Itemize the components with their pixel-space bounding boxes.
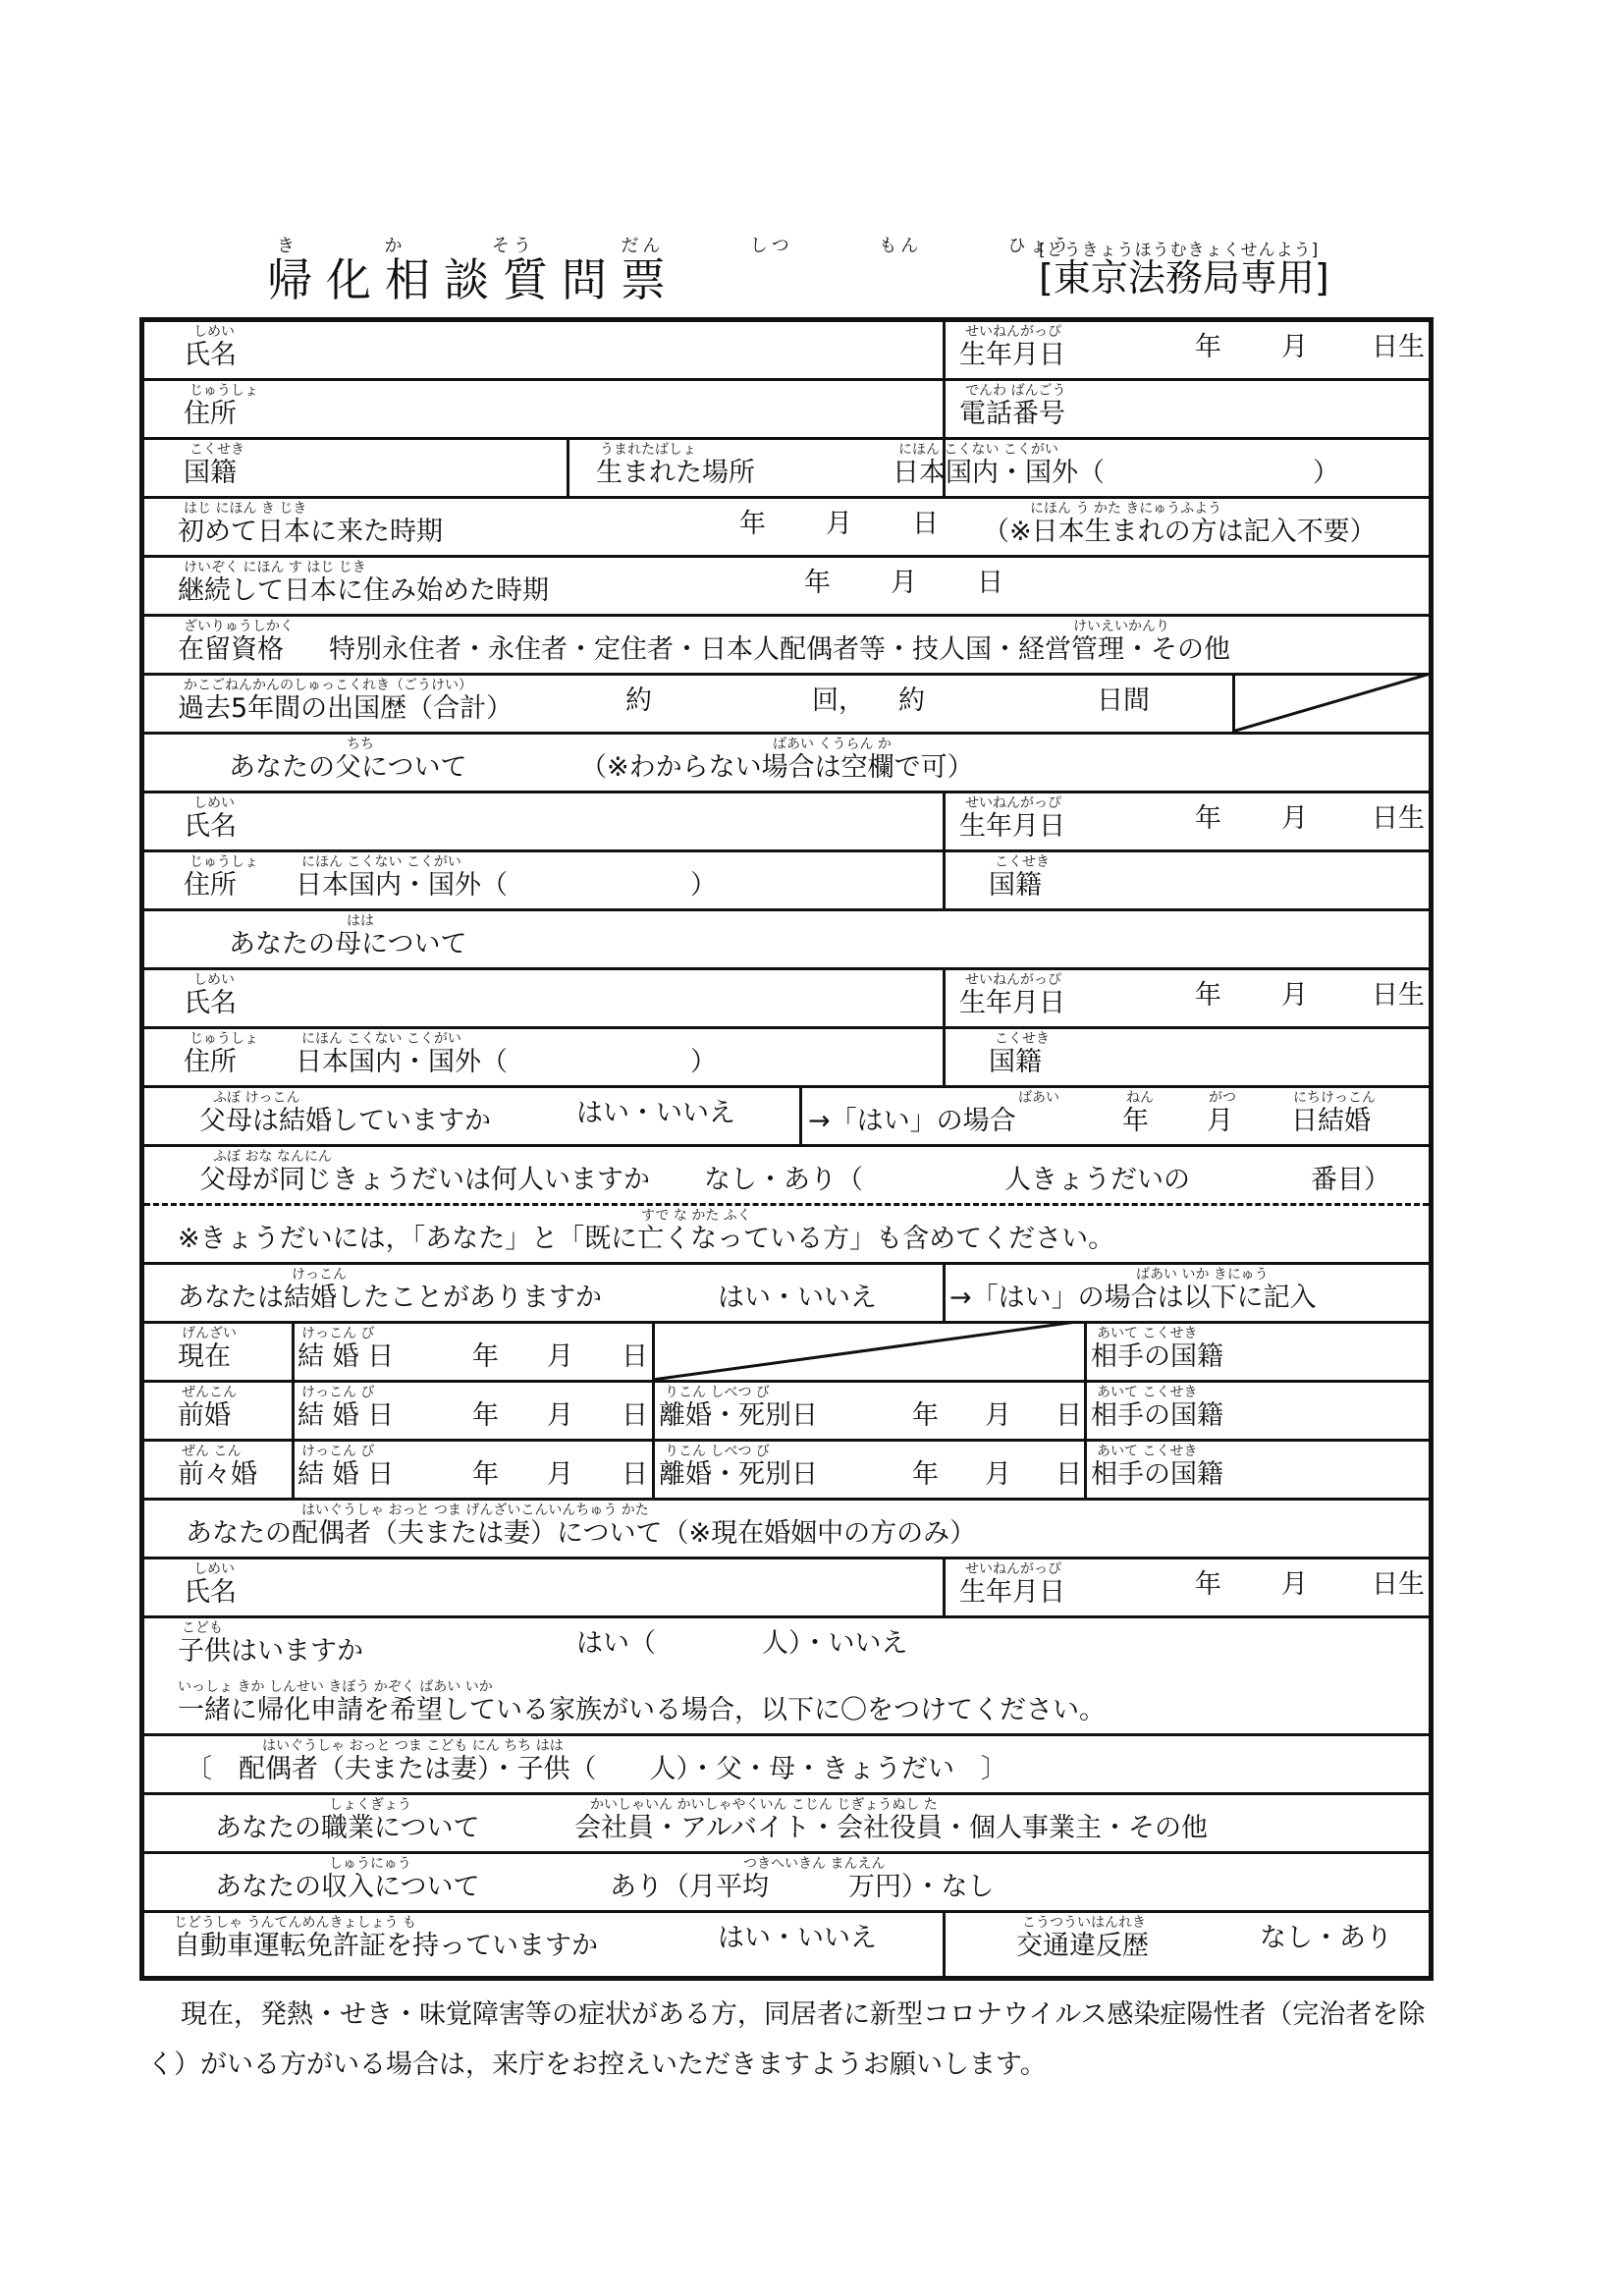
year-unit: 年 xyxy=(472,1459,499,1490)
ruby: しめい xyxy=(193,972,235,988)
year-unit: 年 xyxy=(804,568,831,598)
siblings-note: ※きょうだいには，「あなた」と「既に亡くなっている方」も含めてください。 xyxy=(178,1224,1115,1254)
dashed-divider xyxy=(144,1203,1429,1206)
month-unit: 月 xyxy=(985,1459,1011,1490)
ruby: じゅうしょ xyxy=(189,383,258,399)
license-label: 自動車運転免許証を持っていますか xyxy=(174,1931,598,1961)
year-unit: 年 xyxy=(912,1459,939,1490)
first-arrival-label: 初めて日本に来た時期 xyxy=(178,517,443,547)
marriage-row-label: 前々婚 xyxy=(178,1459,257,1490)
divorce-date-label: 離婚・死別日 xyxy=(659,1459,818,1490)
income-answer: あり（月平均 万円）・なし xyxy=(610,1872,995,1902)
siblings-options: なし・あり（ xyxy=(704,1165,863,1195)
ruby: じゅうしょ xyxy=(189,854,258,870)
month-unit: 月 xyxy=(985,1400,1011,1431)
ruby: ばあい くうらん か xyxy=(773,737,892,752)
day-unit: 日 xyxy=(977,568,1003,598)
ruby: りこん しべつ び xyxy=(665,1444,770,1459)
ruby: ふぼ おな なんにん xyxy=(213,1149,332,1165)
page-title: 帰化相談質問票 xyxy=(267,253,679,306)
ruby: かいしゃいん かいしゃやくいん こじん じぎょうぬし た xyxy=(590,1797,938,1813)
ruby: にほん う かた きにゅうふよう xyxy=(1030,501,1222,517)
if-yes-label: →「はい」の場合 xyxy=(808,1106,1016,1136)
status-label: 在留資格 xyxy=(178,634,284,665)
born-in-japan-note: （※日本生まれの方は記入不要） xyxy=(983,517,1377,547)
ruby: はは xyxy=(347,913,374,929)
partner-nationality-label: 相手の国籍 xyxy=(1091,1459,1223,1490)
row-divider xyxy=(144,1085,1429,1088)
col-divider xyxy=(943,1557,946,1615)
ruby: いっしょ きか しんせい きぼう かぞく ばあい いか xyxy=(178,1679,493,1695)
month-unit: 月 xyxy=(547,1400,573,1431)
ruby: はいぐうしゃ おっと つま こども にん ちち はは xyxy=(262,1738,564,1754)
year-unit: 年 xyxy=(1122,1106,1149,1136)
row-divider xyxy=(144,1439,1429,1442)
ruby: けっこん び xyxy=(301,1444,375,1459)
times-unit: 回， xyxy=(812,685,865,716)
siblings-count-suffix: 人きょうだいの xyxy=(1004,1165,1190,1195)
ruby: にちけっこん xyxy=(1293,1090,1376,1106)
father-section-label: あなたの父について xyxy=(229,752,467,783)
month-unit: 月 xyxy=(547,1459,573,1490)
day-unit: 日 xyxy=(912,509,939,539)
violations-options: なし・あり xyxy=(1260,1923,1392,1953)
row-divider xyxy=(144,1262,1429,1265)
year-unit: 年 xyxy=(912,1400,939,1431)
col-divider xyxy=(567,437,569,496)
spouse-name-label: 氏名 xyxy=(184,1577,237,1608)
ruby: あいて こくせき xyxy=(1097,1385,1198,1400)
day-born-unit: 日生 xyxy=(1372,980,1425,1011)
row-divider xyxy=(144,732,1429,735)
row-divider xyxy=(144,1380,1429,1383)
domestic-abroad-option: 日本国内・国外（ xyxy=(296,1047,508,1077)
consultation-form xyxy=(139,317,1434,1981)
ruby: ぜんこん xyxy=(182,1385,237,1400)
row-divider xyxy=(144,1792,1429,1795)
family-apply-instruction: 一緒に帰化申請を希望している家族がいる場合，以下に〇をつけてください。 xyxy=(178,1695,1106,1725)
ruby: でんわ ばんごう xyxy=(965,383,1066,399)
day-born-unit: 日生 xyxy=(1372,332,1425,362)
ruby: しゅうにゅう xyxy=(329,1856,411,1872)
day-unit: 日 xyxy=(622,1400,648,1431)
ruby: ばあい いか きにゅう xyxy=(1136,1267,1269,1283)
ruby: つきへいきん まんえん xyxy=(743,1856,886,1872)
col-divider xyxy=(292,1321,295,1498)
paren-close: ） xyxy=(690,870,717,901)
month-unit: 月 xyxy=(1281,803,1308,834)
year-unit: 年 xyxy=(472,1400,499,1431)
row-divider xyxy=(144,1026,1429,1029)
parents-married-yes-no: はい・いいえ xyxy=(576,1098,735,1128)
strike-diagonal xyxy=(652,1321,1084,1380)
mother-address-label: 住所 xyxy=(184,1047,237,1077)
ruby: にほん こくない こくがい xyxy=(301,854,461,870)
partner-nationality-label: 相手の国籍 xyxy=(1091,1341,1223,1372)
birthplace-label: 生まれた場所 xyxy=(596,458,755,488)
ruby: げんざい xyxy=(182,1326,237,1341)
row-divider xyxy=(144,1733,1429,1736)
month-unit: 月 xyxy=(1281,1569,1308,1600)
ruby: がつ xyxy=(1209,1090,1236,1106)
ruby: ばあい xyxy=(1018,1090,1059,1106)
marriage-row-label: 前婚 xyxy=(178,1400,231,1431)
row-divider xyxy=(144,908,1429,911)
month-unit: 月 xyxy=(826,509,852,539)
married-if-yes-label: →「はい」の場合は以下に記入 xyxy=(949,1283,1317,1313)
occupation-options: 会社員・アルバイト・会社役員・個人事業主・その他 xyxy=(574,1813,1209,1843)
ruby: せいねんがっぴ xyxy=(965,324,1061,340)
month-unit: 月 xyxy=(1281,332,1308,362)
col-divider xyxy=(943,967,946,1085)
row-divider xyxy=(144,437,1429,440)
ruby: こくせき xyxy=(995,1031,1050,1047)
ruby: こくせき xyxy=(189,442,244,458)
row-divider xyxy=(144,967,1429,970)
ruby: こくせき xyxy=(995,854,1050,870)
col-divider xyxy=(943,849,946,908)
siblings-rank-suffix: 番目） xyxy=(1311,1165,1390,1195)
ruby: じゅうしょ xyxy=(189,1031,258,1047)
col-divider xyxy=(943,1910,946,1979)
about-unit: 約 xyxy=(625,685,652,716)
col-divider xyxy=(943,791,946,849)
row-divider xyxy=(144,1498,1429,1501)
dob-label: 生年月日 xyxy=(959,340,1065,370)
father-name-label: 氏名 xyxy=(184,811,237,842)
mother-section-label: あなたの母について xyxy=(229,929,467,959)
address-label: 住所 xyxy=(184,399,237,429)
row-divider xyxy=(144,1144,1429,1147)
ruby: あいて こくせき xyxy=(1097,1326,1198,1341)
paren-close: ） xyxy=(1313,458,1339,488)
ruby: あいて こくせき xyxy=(1097,1444,1198,1459)
ruby: にほん こくない こくがい xyxy=(301,1031,461,1047)
married-yes-no: はい・いいえ xyxy=(718,1283,877,1313)
married-question-label: あなたは結婚したことがありますか xyxy=(178,1283,602,1313)
income-label: あなたの収入について xyxy=(215,1872,480,1902)
ruby: しめい xyxy=(193,795,235,811)
ruby: けいぞく にほん す はじ じき xyxy=(184,560,366,575)
ruby: しめい xyxy=(193,324,235,340)
month-unit: 月 xyxy=(547,1341,573,1372)
col-divider xyxy=(1084,1321,1087,1498)
days-unit: 日間 xyxy=(1097,685,1150,716)
month-unit: 月 xyxy=(1207,1106,1233,1136)
marriage-date-label: 結 婚 日 xyxy=(298,1341,395,1372)
year-unit: 年 xyxy=(1195,1569,1221,1600)
family-apply-options: 〔 配偶者（夫または妻）・子供（ 人）・父・母・きょうだい 〕 xyxy=(186,1754,1007,1784)
office-ruby: [とうきょうほうむきょくせんよう] xyxy=(1039,241,1320,260)
ruby: けっこん び xyxy=(301,1326,375,1341)
dob-label: 生年月日 xyxy=(959,988,1065,1018)
day-unit: 日 xyxy=(622,1341,648,1372)
day-unit: 日 xyxy=(1056,1459,1082,1490)
ruby: はじ にほん き じき xyxy=(184,501,307,517)
ruby: しょくぎょう xyxy=(329,1797,411,1813)
ruby: ちち xyxy=(347,737,374,752)
ruby: うまれたばしょ xyxy=(600,442,696,458)
children-label: 子供はいますか xyxy=(178,1636,363,1667)
day-born-unit: 日生 xyxy=(1372,803,1425,834)
ruby: せいねんがっぴ xyxy=(965,1561,1061,1577)
ruby: けっこん xyxy=(292,1267,347,1283)
partner-nationality-label: 相手の国籍 xyxy=(1091,1400,1223,1431)
row-divider xyxy=(144,614,1429,617)
ruby: けっこん び xyxy=(301,1385,375,1400)
row-divider xyxy=(144,849,1429,852)
domestic-abroad-option: 日本国内・国外（ xyxy=(296,870,508,901)
status-options: 特別永住者・永住者・定住者・日本人配偶者等・技人国・経営管理・その他 xyxy=(329,634,1230,665)
ruby: こども xyxy=(182,1620,223,1636)
spouse-section-label: あなたの配偶者（夫または妻）について（※現在婚姻中の方のみ） xyxy=(186,1518,977,1549)
ruby: すで な かた ふく xyxy=(641,1208,751,1224)
year-unit: 年 xyxy=(472,1341,499,1372)
row-divider xyxy=(144,1557,1429,1559)
ruby: りこん しべつ び xyxy=(665,1385,770,1400)
ruby: こうつういはんれき xyxy=(1022,1915,1146,1931)
dob-label: 生年月日 xyxy=(959,1577,1065,1608)
ruby: せいねんがっぴ xyxy=(965,795,1061,811)
ruby: じどうしゃ うんてんめんきょしょう も xyxy=(174,1915,416,1931)
month-unit: 月 xyxy=(891,568,917,598)
row-divider xyxy=(144,496,1429,499)
ruby: はいぐうしゃ おっと つま げんざいこんいんちゅう かた xyxy=(301,1503,649,1518)
row-divider xyxy=(144,1910,1429,1913)
ruby: かこごねんかんのしゅっこくれき（ごうけい） xyxy=(184,678,472,693)
father-section-note: （※わからない場合は空欄で可） xyxy=(580,752,974,783)
ruby: しめい xyxy=(193,1561,235,1577)
dob-label: 生年月日 xyxy=(959,811,1065,842)
applicant-name-label: 氏名 xyxy=(184,340,237,370)
row-divider xyxy=(144,378,1429,381)
license-yes-no: はい・いいえ xyxy=(718,1923,877,1953)
paren-close: ） xyxy=(690,1047,717,1077)
year-unit: 年 xyxy=(739,509,766,539)
ruby: ぜん こん xyxy=(182,1444,242,1459)
phone-label: 電話番号 xyxy=(959,399,1065,429)
domestic-abroad-option: 日本国内・国外（ xyxy=(893,458,1105,488)
married-on-unit: 日結婚 xyxy=(1291,1106,1371,1136)
nationality-label: 国籍 xyxy=(184,458,237,488)
col-divider xyxy=(943,1262,946,1321)
ruby: けいえいかんり xyxy=(1073,619,1169,634)
year-unit: 年 xyxy=(1195,980,1221,1011)
occupation-label: あなたの職業について xyxy=(215,1813,480,1843)
title-ruby: き か そう だん しつ もん ひょう xyxy=(277,236,1073,256)
strike-diagonal xyxy=(1232,673,1434,732)
about-unit: 約 xyxy=(898,685,925,716)
day-born-unit: 日生 xyxy=(1372,1569,1425,1600)
marriage-date-label: 結 婚 日 xyxy=(298,1400,395,1431)
mother-nationality-label: 国籍 xyxy=(989,1047,1042,1077)
col-divider xyxy=(799,1085,802,1144)
ruby: ふぼ けっこん xyxy=(213,1090,300,1106)
marriage-date-label: 結 婚 日 xyxy=(298,1459,395,1490)
ruby: せいねんがっぴ xyxy=(965,972,1061,988)
ruby: ねん xyxy=(1126,1090,1154,1106)
ruby: にほん こくない こくがい xyxy=(898,442,1058,458)
row-divider xyxy=(144,555,1429,558)
row-divider xyxy=(144,1615,1429,1618)
year-unit: 年 xyxy=(1195,803,1221,834)
day-unit: 日 xyxy=(622,1459,648,1490)
office-label: [東京法務局専用] xyxy=(1039,256,1329,300)
continuous-residence-label: 継続して日本に住み始めた時期 xyxy=(178,575,549,606)
mother-name-label: 氏名 xyxy=(184,988,237,1018)
father-nationality-label: 国籍 xyxy=(989,870,1042,901)
divorce-date-label: 離婚・死別日 xyxy=(659,1400,818,1431)
parents-married-label: 父母は結婚していますか xyxy=(199,1106,491,1136)
year-unit: 年 xyxy=(1195,332,1221,362)
month-unit: 月 xyxy=(1281,980,1308,1011)
row-divider xyxy=(144,791,1429,793)
marriage-row-label: 現在 xyxy=(178,1341,231,1372)
row-divider xyxy=(144,1851,1429,1854)
father-address-label: 住所 xyxy=(184,870,237,901)
footer-note: 現在，発熱・せき・味覚障害等の症状がある方，同居者に新型コロナウイルス感染症陽性者（完治者を除く）がいる方がいる場合は，来庁をお控えいただきますようお願いします。 xyxy=(147,1999,1426,2080)
children-answer: はい（ 人）・いいえ xyxy=(576,1628,908,1659)
violations-label: 交通違反歴 xyxy=(1016,1931,1149,1961)
travel-label: 過去5年間の出国歴（合計） xyxy=(178,693,514,724)
day-unit: 日 xyxy=(1056,1400,1082,1431)
ruby: ざいりゅうしかく xyxy=(184,619,294,634)
siblings-label: 父母が同じきょうだいは何人いますか xyxy=(199,1165,650,1195)
